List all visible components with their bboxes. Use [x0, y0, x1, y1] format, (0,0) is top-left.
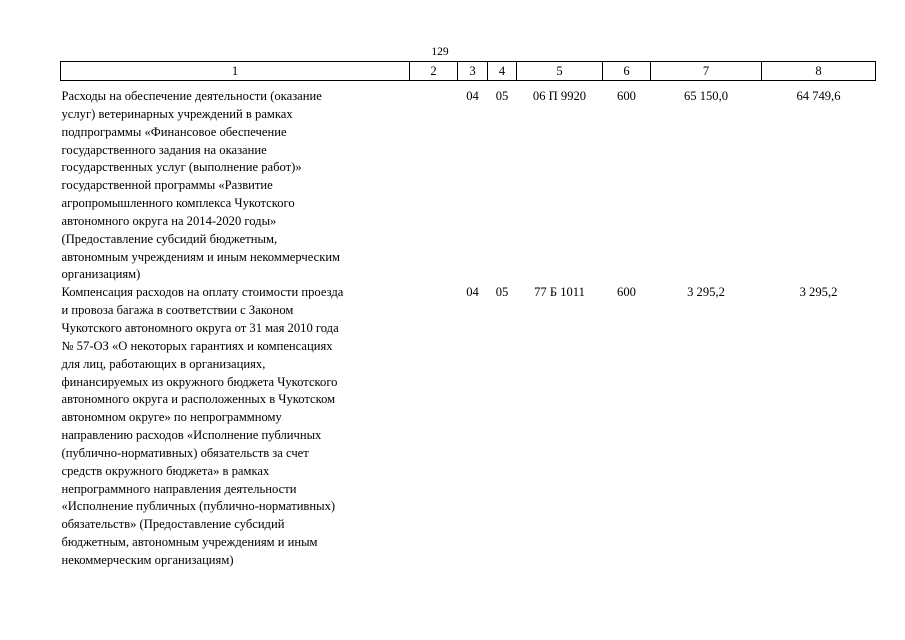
- row-target-article: 06 П 9920: [532, 89, 587, 103]
- table-row: [61, 284, 876, 570]
- table-header: [61, 62, 876, 81]
- description-line: автономного округа и расположенных в Чукотском: [61, 392, 336, 407]
- header-col-2: 2: [410, 62, 458, 81]
- header-col-1: 1: [61, 62, 410, 81]
- description-line: автономным учреждениям и иным некоммерческим: [61, 249, 341, 264]
- description-line: организациям): [61, 267, 141, 282]
- row-section-code: 04: [466, 89, 479, 103]
- row-amount-col-7: 3 295,2: [687, 285, 725, 300]
- description-line: автономном округе» по непрограммному: [61, 410, 282, 425]
- row-section-code: 04: [466, 285, 479, 300]
- row-description: [61, 81, 410, 285]
- description-line: № 57-ОЗ «О некоторых гарантиях и компенсациях: [61, 338, 333, 353]
- page-number: 129: [431, 46, 449, 58]
- description-line: для лиц, работающих в организациях,: [61, 356, 266, 371]
- budget-table: [60, 61, 876, 570]
- row-target-article: 77 Б 1011: [534, 285, 585, 300]
- description-line: автономного округа на 2014-2020 годы»: [61, 213, 277, 228]
- description-line: средств окружного бюджета» в рамках: [61, 463, 270, 478]
- description-line: Чукотского автономного округа от 31 мая 2010 года: [61, 320, 339, 335]
- row-col-2: [410, 284, 458, 570]
- description-line: некоммерческим организациям): [61, 552, 234, 567]
- header-row: [61, 62, 876, 81]
- description-line: услуг) ветеринарных учреждений в рамках: [61, 106, 293, 121]
- description-line: государственных услуг (выполнение работ)»: [61, 160, 302, 175]
- description-line: финансируемых из окружного бюджета Чукотского: [61, 374, 338, 389]
- header-col-6: 6: [603, 62, 651, 81]
- description-line: государственного задания на оказание: [61, 142, 267, 157]
- row-amount-col-7: 65 150,0: [683, 89, 729, 103]
- header-col-3: 3: [458, 62, 488, 81]
- header-col-5: 5: [517, 62, 603, 81]
- row-description: [61, 284, 410, 570]
- row-col-2: [410, 81, 458, 285]
- description-line: Расходы на обеспечение деятельности (оказание: [61, 89, 322, 103]
- description-line: государственной программы «Развитие: [61, 178, 273, 193]
- description-line: направлению расходов «Исполнение публичных: [61, 428, 322, 443]
- description-line: бюджетным, автономным учреждениям и иным: [61, 535, 318, 550]
- table-row: [61, 81, 876, 285]
- row-expense-type: 600: [617, 89, 636, 103]
- row-subsection-code: 05: [495, 285, 509, 300]
- description-line: обязательств» (Предоставление субсидий: [61, 517, 285, 532]
- description-line: (публично-нормативных) обязательств за счет: [61, 445, 309, 460]
- row-amount-col-8: 64 749,6: [796, 89, 841, 103]
- table-body: [61, 81, 876, 570]
- description-line: подпрограммы «Финансовое обеспечение: [61, 124, 287, 139]
- row-amount-col-8: 3 295,2: [799, 285, 838, 300]
- description-line: непрограммного направления деятельности: [61, 481, 297, 496]
- header-col-8: 8: [762, 62, 876, 81]
- description-line: «Исполнение публичных (публично-нормативных): [61, 499, 336, 514]
- header-col-4: 4: [488, 62, 517, 81]
- description-line: агропромышленного комплекса Чукотского: [61, 196, 295, 211]
- row-subsection-code: 05: [495, 89, 509, 103]
- description-line: (Предоставление субсидий бюджетным,: [61, 231, 278, 246]
- header-col-7: 7: [651, 62, 762, 81]
- description-line: и провоза багажа в соответствии с Законом: [61, 303, 294, 318]
- row-expense-type: 600: [617, 285, 636, 300]
- description-line: Компенсация расходов на оплату стоимости проезда: [61, 285, 344, 300]
